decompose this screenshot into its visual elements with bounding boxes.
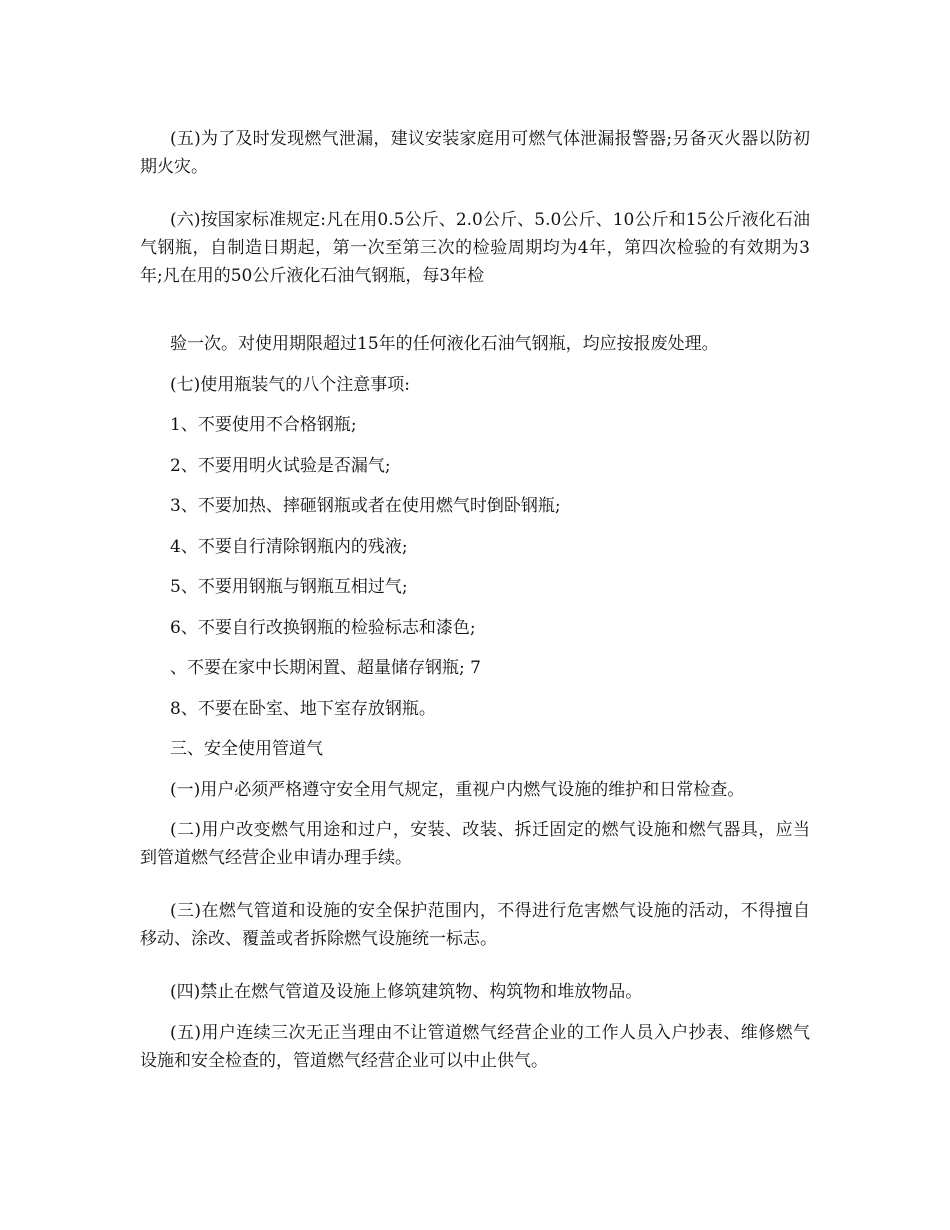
paragraph-cylinder-inspection: (六)按国家标准规定:凡在用0.5公斤、2.0公斤、5.0公斤、10公斤和15公斤液化石油气钢瓶，自制造日期起，第一次至第三次的检验周期均为4年，第四次检验的有效期为3年;凡在用的50公斤液化石油气钢瓶，每3年检: [140, 210, 810, 286]
list-item-precaution-3: 3、不要加热、摔砸钢瓶或者在使用燃气时倒卧钢瓶;: [170, 496, 561, 516]
list-item-precaution-6: 6、不要自行改换钢瓶的检验标志和漆色;: [170, 618, 476, 638]
paragraph-eight-precautions-heading: (七)使用瓶装气的八个注意事项:: [170, 375, 410, 395]
paragraph-pipeline-rule-1: (一)用户必须严格遵守安全用气规定，重视户内燃气设施的维护和日常检查。: [170, 780, 745, 800]
paragraph-pipeline-rule-5: (五)用户连续三次无正当理由不让管道燃气经营企业的工作人员入户抄表、维修燃气设施和安全检查的，管道燃气经营企业可以中止供气。: [140, 1023, 810, 1071]
paragraph-cylinder-scrap: 验一次。对使用期限超过15年的任何液化石油气钢瓶，均应按报废处理。: [170, 334, 719, 354]
section-heading-pipeline-gas: 三、安全使用管道气: [170, 739, 323, 759]
paragraph-pipeline-rule-4: (四)禁止在燃气管道及设施上修筑建筑物、构筑物和堆放物品。: [170, 982, 643, 1002]
paragraph-gas-leak-alarm: (五)为了及时发现燃气泄漏，建议安装家庭用可燃气体泄漏报警器;另备灭火器以防初期火灾。: [140, 129, 810, 177]
list-item-precaution-2: 2、不要用明火试验是否漏气;: [170, 456, 391, 476]
list-item-precaution-7: 、不要在家中长期闲置、超量储存钢瓶; 7: [170, 658, 481, 678]
list-item-precaution-4: 4、不要自行清除钢瓶内的残液;: [170, 537, 408, 557]
list-item-precaution-8: 8、不要在卧室、地下室存放钢瓶。: [170, 699, 436, 719]
list-item-precaution-1: 1、不要使用不合格钢瓶;: [170, 415, 357, 435]
paragraph-pipeline-rule-2: (二)用户改变燃气用途和过户，安装、改装、拆迁固定的燃气设施和燃气器具，应当到管道燃气经营企业申请办理手续。: [140, 820, 810, 868]
list-item-precaution-5: 5、不要用钢瓶与钢瓶互相过气;: [170, 577, 408, 597]
paragraph-pipeline-rule-3: (三)在燃气管道和设施的安全保护范围内，不得进行危害燃气设施的活动，不得擅自移动、涂改、覆盖或者拆除燃气设施统一标志。: [140, 901, 810, 949]
